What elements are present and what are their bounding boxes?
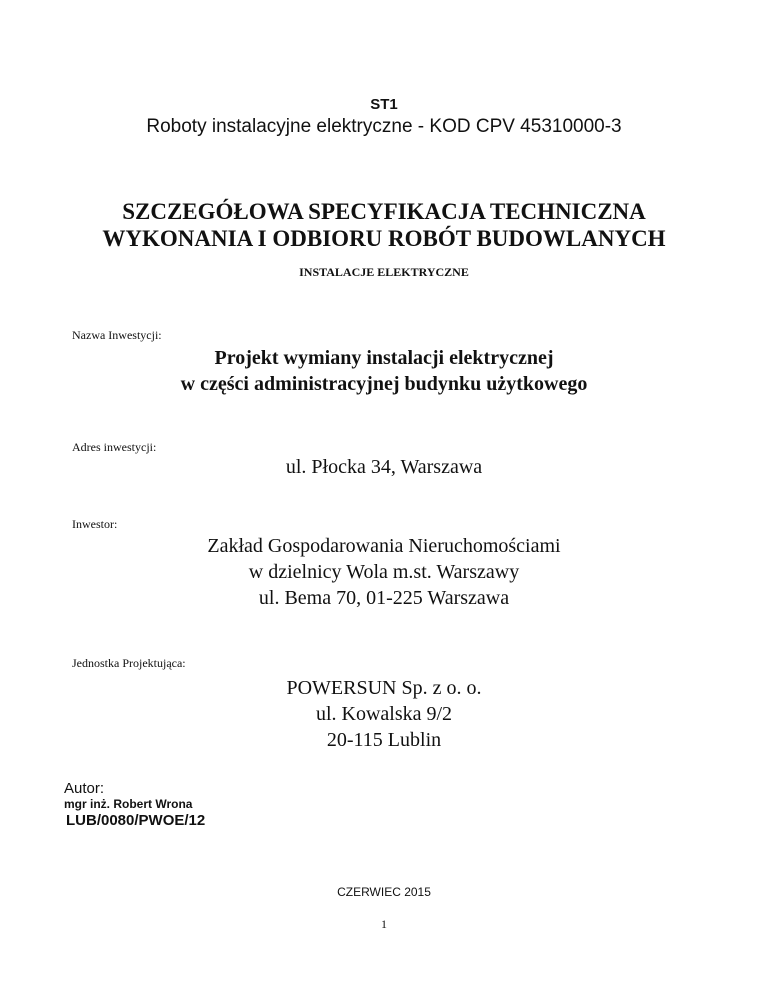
investment-line-2: w części administracyjnej budynku użytkowego	[180, 373, 588, 395]
page-number: 1	[381, 917, 387, 931]
address-label: Adres inwestycji:	[72, 440, 157, 454]
investment-name	[0, 345, 768, 397]
investment-line-1: Projekt wymiany instalacji elektrycznej	[214, 347, 554, 369]
title-line-2: WYKONANIA I ODBIORU ROBÓT BUDOWLANYCH	[102, 226, 666, 251]
designer-line-3: 20-115 Lublin	[326, 729, 442, 751]
title-line-1: SZCZEGÓŁOWA SPECYFIKACJA TECHNICZNA	[122, 199, 646, 224]
author-name: mgr inż. Robert Wrona	[64, 797, 193, 811]
section-name: INSTALACJE ELEKTRYCZNE	[299, 265, 469, 279]
address-value: ul. Płocka 34, Warszawa	[285, 456, 483, 478]
investment-label: Nazwa Inwestycji:	[72, 328, 162, 342]
investor-value	[0, 533, 768, 611]
investor-line-1: Zakład Gospodarowania Nieruchomościami	[207, 535, 561, 557]
designer-value	[0, 675, 768, 753]
document-code: ST1	[370, 96, 398, 113]
designer-label: Jednostka Projektująca:	[72, 656, 186, 670]
designer-line-1: POWERSUN Sp. z o. o.	[286, 677, 482, 699]
designer-line-2: ul. Kowalska 9/2	[315, 703, 453, 725]
document-subtitle: Roboty instalacyjne elektryczne - KOD CPV 45310000-3	[146, 116, 622, 137]
investor-line-3: ul. Bema 70, 01-225 Warszawa	[258, 587, 510, 609]
investor-label: Inwestor:	[72, 517, 118, 531]
author-license: LUB/0080/PWOE/12	[66, 812, 206, 829]
investor-line-2: w dzielnicy Wola m.st. Warszawy	[248, 561, 520, 583]
document-title	[0, 198, 768, 252]
author-label: Autor:	[64, 780, 105, 797]
document-date: CZERWIEC 2015	[337, 885, 431, 899]
